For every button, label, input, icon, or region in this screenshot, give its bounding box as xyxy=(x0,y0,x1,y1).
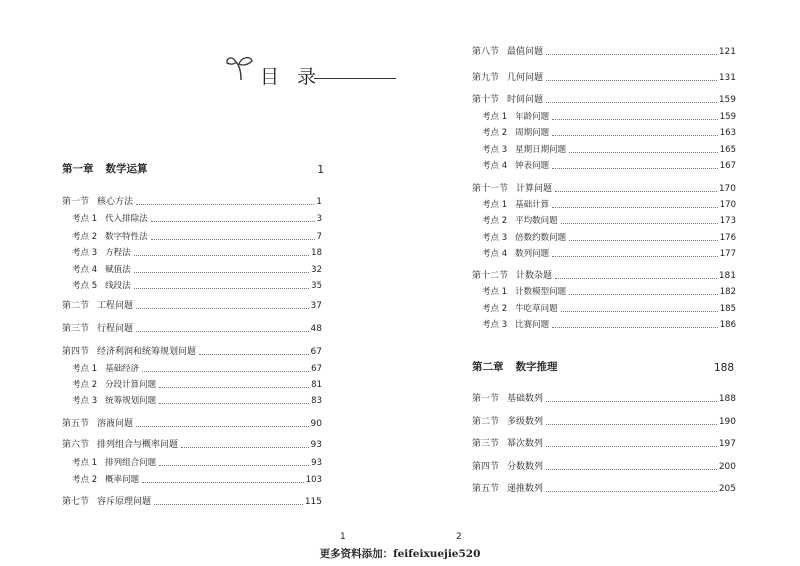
entry-page: 173 xyxy=(719,216,736,226)
chapter-heading[interactable] xyxy=(472,358,734,374)
toc-subentry[interactable] xyxy=(482,230,736,244)
leader-dots xyxy=(552,256,718,257)
entry-section-label: 考点 5 xyxy=(72,281,98,291)
entry-page: 159 xyxy=(719,112,736,122)
entry-title: 计数模型问题 xyxy=(515,287,567,297)
toc-entry[interactable] xyxy=(62,416,322,430)
chapter-number: 第一章 xyxy=(62,163,94,175)
entry-page: 163 xyxy=(719,128,736,138)
toc-subentry[interactable] xyxy=(482,197,736,211)
entry-title: 数字特性法 xyxy=(105,232,148,242)
entry-title: 时间问题 xyxy=(507,95,544,105)
chapter-page: 188 xyxy=(713,362,734,374)
entry-page: 186 xyxy=(719,320,736,330)
entry-title: 工程问题 xyxy=(97,301,134,311)
toc-entry[interactable] xyxy=(472,436,736,450)
toc-subentry[interactable] xyxy=(482,284,736,298)
entry-section-label: 考点 4 xyxy=(72,265,98,275)
entry-section-label: 考点 4 xyxy=(482,161,508,171)
entry-title: 平均数问题 xyxy=(515,216,558,226)
leader-dots xyxy=(199,354,309,355)
toc-subentry[interactable] xyxy=(482,109,736,123)
leader-dots xyxy=(569,152,718,153)
toc-subentry[interactable] xyxy=(482,125,736,139)
entry-page: 1 xyxy=(316,197,322,207)
leader-dots xyxy=(546,102,717,103)
entry-title: 概率问题 xyxy=(105,475,140,485)
leader-dots xyxy=(151,221,315,222)
leader-dots xyxy=(552,135,718,136)
entry-page: 90 xyxy=(310,419,322,429)
entry-section-label: 考点 3 xyxy=(72,396,98,406)
leader-dots xyxy=(142,482,304,483)
toc-subentry[interactable] xyxy=(72,278,322,292)
leader-dots xyxy=(546,446,717,447)
toc-entry[interactable] xyxy=(472,391,736,405)
leader-dots xyxy=(136,331,309,332)
entry-title: 计算问题 xyxy=(516,184,553,194)
right-page xyxy=(400,0,800,566)
toc-entry[interactable] xyxy=(62,194,322,208)
toc-subentry[interactable] xyxy=(72,455,322,469)
toc-entry[interactable] xyxy=(472,481,736,495)
leader-dots xyxy=(546,424,717,425)
toc-entry[interactable] xyxy=(472,181,736,195)
entry-section-label: 考点 1 xyxy=(72,214,98,224)
leader-dots xyxy=(159,403,309,404)
entry-section-label: 第一节 xyxy=(472,394,500,404)
chapter-title: 数字推理 xyxy=(515,361,558,373)
toc-entry[interactable] xyxy=(472,268,736,282)
entry-page: 67 xyxy=(310,347,322,357)
entry-page: 159 xyxy=(718,95,736,105)
entry-page: 182 xyxy=(719,287,736,297)
entry-title: 基础计算 xyxy=(515,200,550,210)
entry-title: 行程问题 xyxy=(97,324,134,334)
entry-section-label: 考点 3 xyxy=(72,248,98,258)
toc-entry[interactable] xyxy=(62,321,322,335)
leader-dots xyxy=(546,54,717,55)
leader-dots xyxy=(136,426,309,427)
leader-dots xyxy=(136,308,309,309)
entry-section-label: 第十节 xyxy=(472,95,500,105)
entry-section-label: 考点 1 xyxy=(72,458,98,468)
toc-entry[interactable] xyxy=(62,494,322,508)
entry-section-label: 考点 1 xyxy=(482,200,508,210)
entry-page: 7 xyxy=(316,232,322,242)
toc-subentry[interactable] xyxy=(72,361,322,375)
entry-title: 溶液问题 xyxy=(97,419,134,429)
entry-section-label: 第四节 xyxy=(472,462,500,472)
entry-title: 排列组合问题 xyxy=(105,458,157,468)
footer-note: 更多资料添加：feifeixuejie520 xyxy=(319,548,481,560)
entry-section-label: 考点 1 xyxy=(482,287,508,297)
toc-subentry[interactable] xyxy=(482,213,736,227)
entry-section-label: 考点 4 xyxy=(482,249,508,259)
toc-subentry[interactable] xyxy=(72,262,322,276)
leader-dots xyxy=(552,119,718,120)
entry-section-label: 考点 2 xyxy=(72,232,98,242)
entry-title: 比赛问题 xyxy=(515,320,550,330)
toc-subentry[interactable] xyxy=(72,211,322,225)
leader-dots xyxy=(546,469,717,470)
leader-dots xyxy=(552,207,718,208)
toc-subentry[interactable] xyxy=(72,377,322,391)
toc-subentry[interactable] xyxy=(482,158,736,172)
entry-page: 167 xyxy=(719,161,736,171)
toc-entry[interactable] xyxy=(62,344,322,358)
page-number: 2 xyxy=(456,532,462,542)
entry-page: 170 xyxy=(719,200,736,210)
entry-section-label: 第九节 xyxy=(472,73,500,83)
entry-title: 经济利润和统筹规划问题 xyxy=(97,347,197,357)
entry-title: 方程法 xyxy=(105,248,131,258)
entry-title: 牛吃草问题 xyxy=(515,304,558,314)
leader-dots xyxy=(159,465,309,466)
entry-page: 200 xyxy=(718,462,736,472)
entry-title: 几何问题 xyxy=(507,73,544,83)
entry-page: 170 xyxy=(718,184,736,194)
leader-dots xyxy=(134,272,310,273)
entry-page: 83 xyxy=(311,396,322,406)
entry-page: 67 xyxy=(311,364,322,374)
entry-title: 赋值法 xyxy=(105,265,131,275)
page-number: 1 xyxy=(340,532,346,542)
entry-page: 18 xyxy=(311,248,322,258)
entry-page: 131 xyxy=(718,73,736,83)
toc-subentry[interactable] xyxy=(72,229,322,243)
entry-section-label: 第三节 xyxy=(472,439,500,449)
toc-entry[interactable] xyxy=(62,437,322,451)
entry-section-label: 考点 2 xyxy=(72,380,98,390)
entry-page: 185 xyxy=(719,304,736,314)
entry-page: 176 xyxy=(719,233,736,243)
entry-section-label: 考点 3 xyxy=(482,145,508,155)
entry-page: 177 xyxy=(719,249,736,259)
entry-section-label: 第八节 xyxy=(472,47,500,57)
entry-page: 165 xyxy=(719,145,736,155)
title-rule xyxy=(314,78,396,79)
entry-section-label: 第六节 xyxy=(62,440,90,450)
entry-section-label: 考点 1 xyxy=(482,112,508,122)
entry-section-label: 第二节 xyxy=(62,301,90,311)
entry-page: 35 xyxy=(311,281,322,291)
chapter-heading[interactable] xyxy=(62,160,324,176)
entry-title: 数列问题 xyxy=(515,249,550,259)
entry-title: 线段法 xyxy=(105,281,131,291)
entry-page: 37 xyxy=(310,301,322,311)
leader-dots xyxy=(151,239,315,240)
entry-section-label: 考点 3 xyxy=(482,233,508,243)
toc-subentry[interactable] xyxy=(72,245,322,259)
page-title: 目 录 xyxy=(260,66,323,88)
entry-section-label: 第十一节 xyxy=(472,184,509,194)
leader-dots xyxy=(546,80,717,81)
entry-section-label: 第三节 xyxy=(62,324,90,334)
entry-page: 197 xyxy=(718,439,736,449)
entry-title: 基础经济 xyxy=(105,364,140,374)
entry-title: 多级数列 xyxy=(507,417,544,427)
toc-entry[interactable] xyxy=(472,414,736,428)
leader-dots xyxy=(552,168,718,169)
toc-entry[interactable] xyxy=(472,70,736,84)
toc-header xyxy=(222,52,412,92)
chapter-number: 第二章 xyxy=(472,361,504,373)
leader-dots xyxy=(555,191,717,192)
leader-dots xyxy=(134,288,310,289)
entry-section-label: 考点 1 xyxy=(72,364,98,374)
entry-title: 递推数列 xyxy=(507,484,544,494)
entry-title: 星期日期问题 xyxy=(515,145,567,155)
entry-page: 81 xyxy=(311,380,322,390)
entry-page: 121 xyxy=(718,47,736,57)
entry-page: 205 xyxy=(718,484,736,494)
entry-title: 排列组合与概率问题 xyxy=(97,440,179,450)
entry-page: 103 xyxy=(305,475,322,485)
leader-dots xyxy=(561,311,718,312)
entry-page: 190 xyxy=(718,417,736,427)
entry-title: 分数数列 xyxy=(507,462,544,472)
toc-subentry[interactable] xyxy=(482,301,736,315)
entry-title: 幂次数列 xyxy=(507,439,544,449)
entry-title: 最值问题 xyxy=(507,47,544,57)
leader-dots xyxy=(561,223,718,224)
chapter-page: 1 xyxy=(317,164,324,176)
entry-page: 93 xyxy=(310,440,322,450)
leader-dots xyxy=(159,387,309,388)
entry-section-label: 考点 2 xyxy=(72,475,98,485)
entry-page: 181 xyxy=(718,271,736,281)
entry-section-label: 第四节 xyxy=(62,347,90,357)
entry-section-label: 考点 2 xyxy=(482,216,508,226)
entry-page: 48 xyxy=(310,324,322,334)
sprout-icon xyxy=(224,52,258,82)
leader-dots xyxy=(546,401,717,402)
entry-title: 容斥原理问题 xyxy=(97,497,152,507)
leader-dots xyxy=(546,491,717,492)
entry-section-label: 第二节 xyxy=(472,417,500,427)
toc-entry[interactable] xyxy=(472,92,736,106)
leader-dots xyxy=(142,371,309,372)
toc-subentry[interactable] xyxy=(72,472,322,486)
leader-dots xyxy=(136,204,314,205)
chapter-title: 数学运算 xyxy=(105,163,148,175)
entry-page: 93 xyxy=(311,458,322,468)
toc-entry[interactable] xyxy=(62,298,322,312)
toc-subentry[interactable] xyxy=(482,142,736,156)
entry-page: 188 xyxy=(718,394,736,404)
entry-section-label: 考点 2 xyxy=(482,128,508,138)
entry-section-label: 第十二节 xyxy=(472,271,509,281)
leader-dots xyxy=(555,278,717,279)
leader-dots xyxy=(154,504,303,505)
entry-title: 倍数约数问题 xyxy=(515,233,567,243)
entry-title: 统筹规划问题 xyxy=(105,396,157,406)
entry-title: 周期问题 xyxy=(515,128,550,138)
entry-section-label: 第一节 xyxy=(62,197,90,207)
leader-dots xyxy=(134,255,310,256)
toc-subentry[interactable] xyxy=(72,393,322,407)
entry-section-label: 考点 3 xyxy=(482,320,508,330)
leader-dots xyxy=(181,447,309,448)
leader-dots xyxy=(569,240,718,241)
entry-title: 计数杂题 xyxy=(516,271,553,281)
toc-subentry[interactable] xyxy=(482,317,736,331)
toc-entry[interactable] xyxy=(472,44,736,58)
entry-section-label: 考点 2 xyxy=(482,304,508,314)
leader-dots xyxy=(569,294,718,295)
entry-page: 32 xyxy=(311,265,322,275)
leader-dots xyxy=(552,327,718,328)
entry-title: 代入排除法 xyxy=(105,214,148,224)
toc-entry[interactable] xyxy=(472,459,736,473)
entry-title: 钟表问题 xyxy=(515,161,550,171)
entry-title: 年龄问题 xyxy=(515,112,550,122)
entry-title: 核心方法 xyxy=(97,197,134,207)
entry-title: 基础数列 xyxy=(507,394,544,404)
entry-section-label: 第五节 xyxy=(62,419,90,429)
entry-title: 分段计算问题 xyxy=(105,380,157,390)
entry-page: 115 xyxy=(304,497,322,507)
toc-subentry[interactable] xyxy=(482,246,736,260)
entry-section-label: 第五节 xyxy=(472,484,500,494)
entry-page: 3 xyxy=(316,214,322,224)
entry-section-label: 第七节 xyxy=(62,497,90,507)
